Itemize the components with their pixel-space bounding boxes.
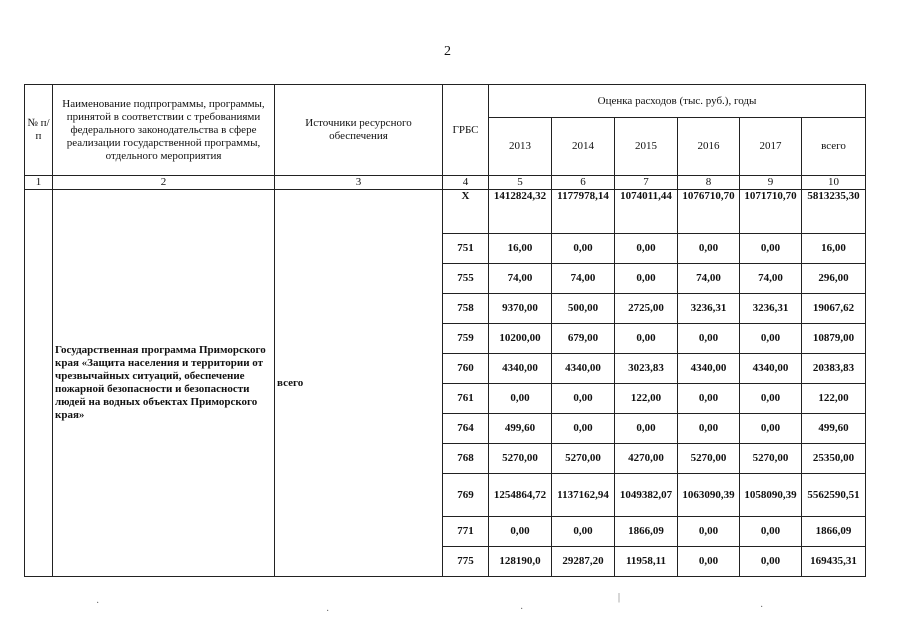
year-value-cell: 499,60	[489, 414, 552, 444]
year-value-cell: 500,00	[552, 294, 615, 324]
year-value-cell: 1063090,39	[678, 474, 740, 517]
total-cell: 5813235,30	[802, 190, 866, 234]
year-value-cell: 0,00	[740, 234, 802, 264]
header-total: всего	[802, 118, 866, 176]
year-value-cell: 0,00	[740, 384, 802, 414]
year-value-cell: 0,00	[489, 384, 552, 414]
year-value-cell: 4340,00	[489, 354, 552, 384]
grbs-cell: 768	[443, 444, 489, 474]
column-number: 6	[552, 176, 615, 190]
year-value-cell: 74,00	[489, 264, 552, 294]
year-value-cell: 11958,11	[615, 547, 678, 577]
program-name: Государственная программа Приморского края «Защита населения и территории от чрезвычайных ситуаций, обеспечение пожарной безопасности и безопасности людей на водных объектах Приморского края»	[53, 190, 275, 577]
budget-table	[24, 84, 866, 577]
year-value-cell: 0,00	[552, 414, 615, 444]
year-value-cell: 9370,00	[489, 294, 552, 324]
total-cell: 122,00	[802, 384, 866, 414]
year-value-cell: 29287,20	[552, 547, 615, 577]
column-number: 8	[678, 176, 740, 190]
year-value-cell: 5270,00	[552, 444, 615, 474]
year-value-cell: 1177978,14	[552, 190, 615, 234]
year-value-cell: 4340,00	[740, 354, 802, 384]
year-value-cell: 74,00	[678, 264, 740, 294]
year-value-cell: 4340,00	[678, 354, 740, 384]
year-value-cell: 16,00	[489, 234, 552, 264]
year-value-cell: 74,00	[552, 264, 615, 294]
year-value-cell: 0,00	[615, 234, 678, 264]
year-value-cell: 1412824,32	[489, 190, 552, 234]
total-cell: 16,00	[802, 234, 866, 264]
year-value-cell: 0,00	[740, 414, 802, 444]
total-cell: 19067,62	[802, 294, 866, 324]
year-value-cell: 4270,00	[615, 444, 678, 474]
scan-speck: ·	[326, 606, 330, 617]
column-number: 9	[740, 176, 802, 190]
year-value-cell: 3023,83	[615, 354, 678, 384]
scan-speck: ·	[520, 604, 524, 615]
header-num: № п/ п	[25, 85, 53, 176]
grbs-cell: 760	[443, 354, 489, 384]
total-cell: 5562590,51	[802, 474, 866, 517]
year-value-cell: 1071710,70	[740, 190, 802, 234]
year-value-cell: 679,00	[552, 324, 615, 354]
year-value-cell: 0,00	[489, 517, 552, 547]
total-cell: 499,60	[802, 414, 866, 444]
total-cell: 296,00	[802, 264, 866, 294]
scan-speck: ·	[760, 602, 764, 613]
grbs-cell: 761	[443, 384, 489, 414]
header-grbs: ГРБС	[443, 85, 489, 176]
header-name: Наименование подпрограммы, программы, принятой в соответствии с требованиями федерального законодательства в сфере реализации государственной программы, отдельного мероприятия	[53, 85, 275, 176]
grbs-cell: 771	[443, 517, 489, 547]
column-number: 2	[53, 176, 275, 190]
grbs-cell: Х	[443, 190, 489, 234]
year-value-cell: 1137162,94	[552, 474, 615, 517]
total-cell: 20383,83	[802, 354, 866, 384]
year-value-cell: 4340,00	[552, 354, 615, 384]
year-value-cell: 1254864,72	[489, 474, 552, 517]
grbs-cell: 764	[443, 414, 489, 444]
column-number: 10	[802, 176, 866, 190]
year-value-cell: 1076710,70	[678, 190, 740, 234]
total-cell: 169435,31	[802, 547, 866, 577]
year-value-cell: 2725,00	[615, 294, 678, 324]
grbs-cell: 775	[443, 547, 489, 577]
header-year: 2015	[615, 118, 678, 176]
year-value-cell: 5270,00	[740, 444, 802, 474]
year-value-cell: 0,00	[740, 547, 802, 577]
year-value-cell: 3236,31	[740, 294, 802, 324]
grbs-cell: 769	[443, 474, 489, 517]
total-cell: 10879,00	[802, 324, 866, 354]
year-value-cell: 3236,31	[678, 294, 740, 324]
year-value-cell: 128190,0	[489, 547, 552, 577]
page-number: 2	[444, 44, 451, 59]
scan-speck: |	[618, 592, 621, 603]
column-number: 3	[275, 176, 443, 190]
year-value-cell: 0,00	[678, 324, 740, 354]
column-number: 7	[615, 176, 678, 190]
year-value-cell: 122,00	[615, 384, 678, 414]
year-value-cell: 0,00	[552, 234, 615, 264]
year-value-cell: 10200,00	[489, 324, 552, 354]
year-value-cell: 0,00	[678, 414, 740, 444]
year-value-cell: 1074011,44	[615, 190, 678, 234]
year-value-cell: 5270,00	[678, 444, 740, 474]
year-value-cell: 0,00	[678, 517, 740, 547]
year-value-cell: 0,00	[615, 264, 678, 294]
header-year: 2017	[740, 118, 802, 176]
program-source: всего	[275, 190, 443, 577]
year-value-cell: 0,00	[678, 234, 740, 264]
total-cell: 1866,09	[802, 517, 866, 547]
row-index-cell	[25, 190, 53, 577]
grbs-cell: 751	[443, 234, 489, 264]
year-value-cell: 0,00	[615, 414, 678, 444]
year-value-cell: 0,00	[740, 324, 802, 354]
total-cell: 25350,00	[802, 444, 866, 474]
year-value-cell: 1049382,07	[615, 474, 678, 517]
year-value-cell: 0,00	[740, 517, 802, 547]
year-value-cell: 0,00	[552, 517, 615, 547]
year-value-cell: 0,00	[552, 384, 615, 414]
column-number: 4	[443, 176, 489, 190]
header-source: Источники ресурсного обеспечения	[275, 85, 443, 176]
header-year: 2014	[552, 118, 615, 176]
year-value-cell: 0,00	[615, 324, 678, 354]
year-value-cell: 74,00	[740, 264, 802, 294]
year-value-cell: 5270,00	[489, 444, 552, 474]
year-value-cell: 0,00	[678, 547, 740, 577]
year-value-cell: 0,00	[678, 384, 740, 414]
header-year: 2013	[489, 118, 552, 176]
header-year: 2016	[678, 118, 740, 176]
grbs-cell: 755	[443, 264, 489, 294]
column-number: 5	[489, 176, 552, 190]
year-value-cell: 1866,09	[615, 517, 678, 547]
scan-speck: ·	[96, 598, 100, 609]
column-number: 1	[25, 176, 53, 190]
header-estimate: Оценка расходов (тыс. руб.), годы	[489, 85, 866, 118]
year-value-cell: 1058090,39	[740, 474, 802, 517]
table-row	[25, 190, 866, 234]
grbs-cell: 759	[443, 324, 489, 354]
grbs-cell: 758	[443, 294, 489, 324]
